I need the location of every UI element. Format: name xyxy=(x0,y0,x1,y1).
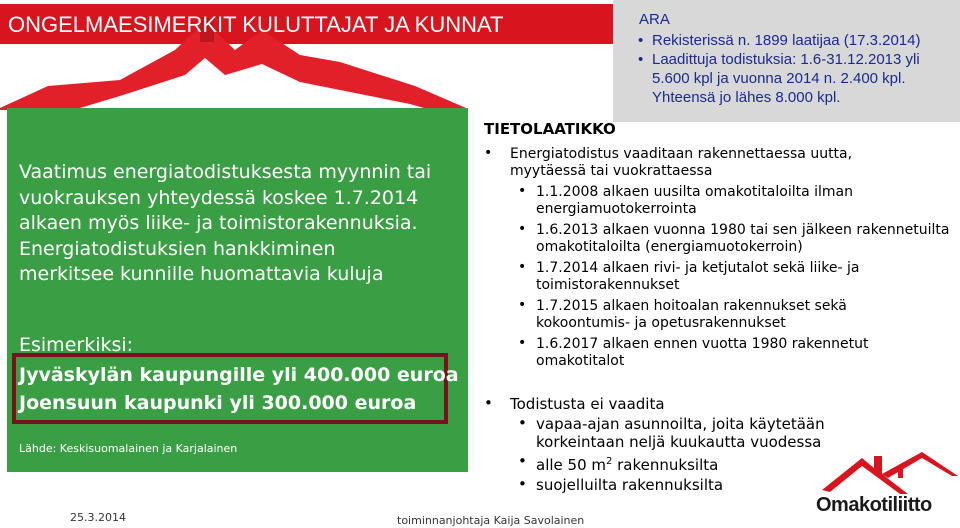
footer-author: toiminnanjohtaja Kaija Savolainen xyxy=(397,514,585,527)
example-item: Joensuun kaupunki yli 300.000 euroa xyxy=(19,392,417,414)
bullet-icon: • xyxy=(518,335,527,351)
ara-item: • Rekisterissä n. 1899 laatijaa (17.3.2014) xyxy=(636,31,957,50)
intro-line: merkitsee kunnille huomattavia kuluja xyxy=(19,263,384,285)
bullet-icon: • xyxy=(518,259,527,275)
logo-text: Omakotiliitto xyxy=(816,494,932,516)
list-subitem-text: 1.1.2008 alkaen uusilta omakotitaloilta ilman energiamuotokerrointa xyxy=(536,184,854,217)
list-subitem-text: 1.6.2013 alkaen vuonna 1980 tai sen jälkeen rakennetuilta omakotitaloilta (energiamuotokerroin) xyxy=(536,222,950,255)
list-subitem-text: 1.7.2014 alkaen rivi- ja ketjutalot sekä liike- ja toimistorakennukset xyxy=(536,260,860,293)
bullet-icon: • xyxy=(518,297,527,313)
ara-item: • Laadittuja todistuksia: 1.6-31.12.2013 yli 5.600 kpl ja vuonna 2014 n. 2.400 kpl. Yhteensä jo lähes 8.000 kpl. xyxy=(636,50,957,107)
intro-line: Vaatimus energiatodistuksesta myynnin tai xyxy=(19,161,432,183)
bullet-icon: • xyxy=(484,145,493,161)
bullet-icon: • xyxy=(518,183,527,199)
list-item xyxy=(484,146,930,180)
bullet-icon: • xyxy=(518,414,527,432)
list-item xyxy=(484,395,924,413)
ara-list xyxy=(636,31,957,107)
list-subitem-text: suojelluilta rakennuksilta xyxy=(536,476,724,494)
example-item: Jyväskylän kaupungille yli 400.000 euroa xyxy=(19,364,459,386)
examples-list xyxy=(19,361,459,417)
list-subitem xyxy=(484,260,944,294)
bullet-icon: • xyxy=(518,221,527,237)
tietolaatikko-heading: TIETOLAATIKKO xyxy=(484,120,616,138)
list-subitem xyxy=(484,222,950,256)
slide-title: ONGELMAESIMERKIT KULUTTAJAT JA KUNNAT xyxy=(8,12,504,37)
intro-line: Energiatodistuksien hankkiminen xyxy=(19,237,336,260)
list-subitem-text: alle 50 $m^2$ rakennuksilta xyxy=(536,456,719,474)
bullet-icon: • xyxy=(518,452,527,470)
ara-heading: ARA xyxy=(639,11,670,28)
bullet-icon: • xyxy=(518,475,527,493)
examples-label: Esimerkiksi: xyxy=(19,334,134,356)
list-subitem-text: 1.6.2017 alkaen ennen vuotta 1980 rakennetut omakotitalot xyxy=(536,336,869,369)
list-subitem-text: 1.7.2015 alkaen hoitoalan rakennukset sekä kokoontumis- ja opetusrakennukset xyxy=(536,298,847,331)
list-item-text: Energiatodistus vaaditaan rakennettaessa uutta, myytäessä tai vuokrattaessa xyxy=(510,146,853,179)
intro-line: alkaen myös liike- ja toimistorakennuksia. xyxy=(19,212,418,234)
footer-date: 25.3.2014 xyxy=(70,511,126,524)
requirement-list xyxy=(484,146,954,370)
ara-section xyxy=(636,10,957,107)
list-subitem xyxy=(484,184,944,218)
list-item-text: Todistusta ei vaadita xyxy=(510,395,665,413)
source-note: Lähde: Keskisuomalainen ja Karjalainen xyxy=(19,442,238,455)
list-subitem-text: vapaa-ajan asunnoilta, joita käytetään korkeintaan neljä kuukautta vuodessa xyxy=(536,415,825,451)
requirement-text xyxy=(19,160,431,288)
list-subitem xyxy=(484,336,944,370)
list-subitem xyxy=(484,298,944,332)
bullet-icon: • xyxy=(484,394,493,412)
intro-line: vuokrauksen yhteydessä koskee 1.7.2014 xyxy=(19,186,419,209)
